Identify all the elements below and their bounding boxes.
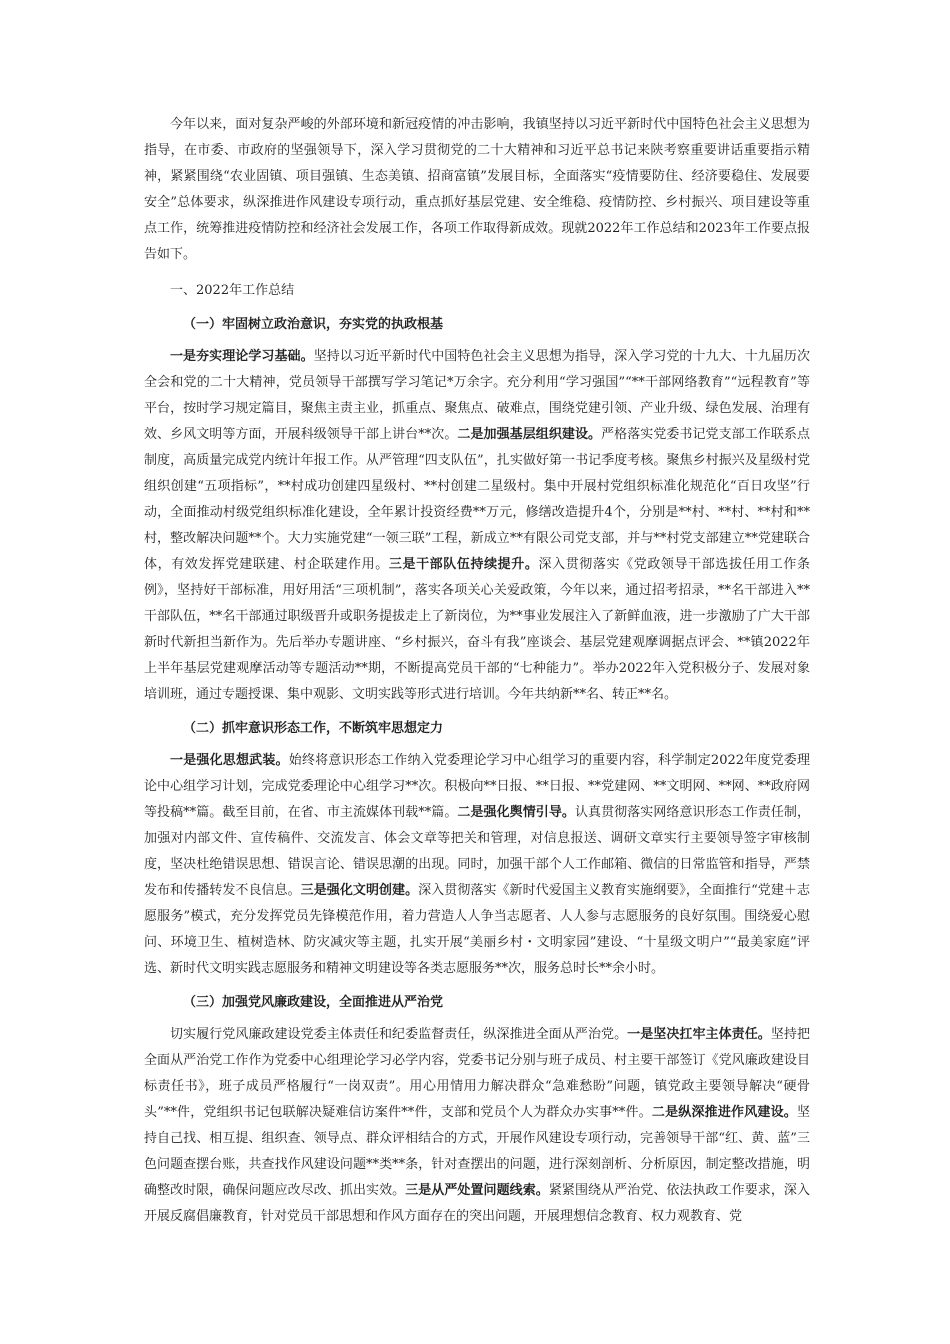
intro-paragraph [144,112,810,268]
point-2-text: 坚持自己找、相互提、组织查、领导点、群众评相结合的方式，开展作风建设专项行动，完善领导干部“红、黄、蓝”三色问题查摆台账，共查找作风建设问题**类**条，针对查摆出的问题，进行深刻剖析、分析原因，制定整改措施，明确整改时限，确保问题应改尽改、抓出实效。 [144,1105,810,1198]
point-2-title: 二是强化舆情引导。 [457,805,575,820]
subsection-heading-2: （二）抓牢意识形态工作，不断筑牢思想定力 [183,721,444,736]
subsection-1-body [144,344,810,708]
point-3-title: 三是干部队伍持续提升。 [388,557,539,572]
point-2-text: 严格落实党委书记党支部工作联系点制度，高质量完成党内统计年报工作。从严管理“四支队伍”，扎实做好第一书记季度考核。聚焦乡村振兴及星级村党组织创建“五项指标”，**村成功创建四星级村、**村创建二星级村。集中开展村党组织标准化规范化“百日攻坚”行动，全面推动村级党组织标准化建设，全年累计投资经费**万元，修缮改造提升4个，分别是**村、**村、**村和**村，整改解决问题**个。大力实施党建“一领三联”工程，新成立**有限公司党支部，并与**村党支部建立**党建联合体，有效发挥党建联建、村企联建作用。 [144,427,810,572]
point-3-text: 紧紧围绕从严治党、依法执政工作要求，深入开展反腐倡廉教育，针对党员干部思想和作风方面存在的突出问题，开展理想信念教育、权力观教育、党 [144,1183,810,1224]
subsection-heading-1: （一）牢固树立政治意识，夯实党的执政根基 [183,317,444,332]
document-page [144,112,810,1230]
point-1-title: 一是坚决扛牢主体责任。 [627,1027,771,1042]
section-heading: 一、2022年工作总结 [170,283,295,298]
point-3-title: 三是从严处置问题线索。 [405,1183,549,1198]
point-1-title: 一是强化思想武装。 [170,753,289,768]
subsection-heading-3: （三）加强党风廉政建设，全面推进从严治党 [183,995,444,1010]
point-2-text: 认真贯彻落实网络意识形态工作责任制，加强对内部文件、宣传稿件、交流发言、体会文章等把关和管理，对信息报送、调研文章实行主要领导签字审核制度，坚决杜绝错误思想、错误言论、错误思潮的出现。同时，加强干部个人工作邮箱、微信的日常监管和指导，严禁发布和传播转发不良信息。 [144,805,810,898]
lead-text: 切实履行党风廉政建设党委主体责任和纪委监督责任，纵深推进全面从严治党。 [170,1027,628,1042]
point-2-title: 二是纵深推进作风建设。 [651,1105,797,1120]
point-3-text: 深入贯彻落实《新时代爱国主义教育实施纲要》，全面推行“党建＋志愿服务”模式，充分发挥党员先锋模范作用，着力营造人人争当志愿者、人人参与志愿服务的良好氛围。围绕爱心慰问、环境卫生、植树造林、防灾减灾等主题，扎实开展“美丽乡村・文明家园”建设、“十星级文明户”“最美家庭”评选、新时代文明实践志愿服务和精神文明建设等各类志愿服务**次，服务总时长**余小时。 [144,883,810,976]
point-1-text: 坚持把全面从严治党工作作为党委中心组理论学习必学内容，党委书记分别与班子成员、村主要干部签订《党风廉政建设目标责任书》，班子成员严格履行“一岗双责”。用心用情用力解决群众“急难愁盼”问题，镇党政主要领导解决“硬骨头”**件，党组织书记包联解决疑难信访案件**件，支部和党员个人为群众办实事**件。 [144,1027,810,1120]
point-3-text: 深入贯彻落实《党政领导干部选拔任用工作条例》，坚持好干部标准，用好用活“三项机制”，落实各项关心关爱政策，今年以来，通过招考招录，**名干部进入**干部队伍，**名干部通过职级晋升或职务提拔走上了新岗位，为**事业发展注入了新鲜血液，进一步激励了广大干部新时代新担当新作为。先后举办专题讲座、“乡村振兴，奋斗有我”座谈会、基层党建观摩调据点评会、**镇2022年上半年基层党建观摩活动等专题活动**期，不断提高党员干部的“七种能力”。举办2022年入党积极分子、发展对象培训班，通过专题授课、集中观影、文明实践等形式进行培训。今年共纳新**名、转正**名。 [144,557,810,702]
subsection-3-body [144,1022,810,1230]
point-1-text: 始终将意识形态工作纳入党委理论学习中心组学习的重要内容，科学制定2022年度党委理论中心组学习计划，完成党委理论中心组学习**次。积极向**日报、**日报、**党建网、**文明网、**网、**政府网等投稿**篇。截至目前，在省、市主流媒体刊载**篇。 [144,753,810,820]
point-1-title: 一是夯实理论学习基础。 [170,349,314,364]
subsection-2-body [144,748,810,982]
point-2-title: 二是加强基层组织建设。 [457,427,602,442]
intro-text: 今年以来，面对复杂严峻的外部环境和新冠疫情的冲击影响，我镇坚持以习近平新时代中国特色社会主义思想为指导，在市委、市政府的坚强领导下，深入学习贯彻党的二十大精神和习近平总书记来陕考察重要讲话重要指示精神，紧紧围绕“农业固镇、项目强镇、生态美镇、招商富镇”发展目标，全面落实“疫情要防住、经济要稳住、发展要安全”总体要求，纵深推进作风建设专项行动，重点抓好基层党建、安全维稳、疫情防控、乡村振兴、项目建设等重点工作，统筹推进疫情防控和经济社会发展工作，各项工作取得新成效。现就2022年工作总结和2023年工作要点报告如下。 [144,117,810,262]
point-3-title: 三是强化文明创建。 [300,883,419,898]
point-1-text: 坚持以习近平新时代中国特色社会主义思想为指导，深入学习党的十九大、十九届历次全会和党的二十大精神，党员领导干部撰写学习笔记*万余字。充分利用“学习强国”“**干部网络教育”“远程教育”等平台，按时学习规定篇目，聚焦主责主业，抓重点、聚焦点、破难点，围绕党建引领、产业升级、绿色发展、治理有效、乡风文明等方面，开展科级领导干部上讲台**次。 [144,349,810,442]
